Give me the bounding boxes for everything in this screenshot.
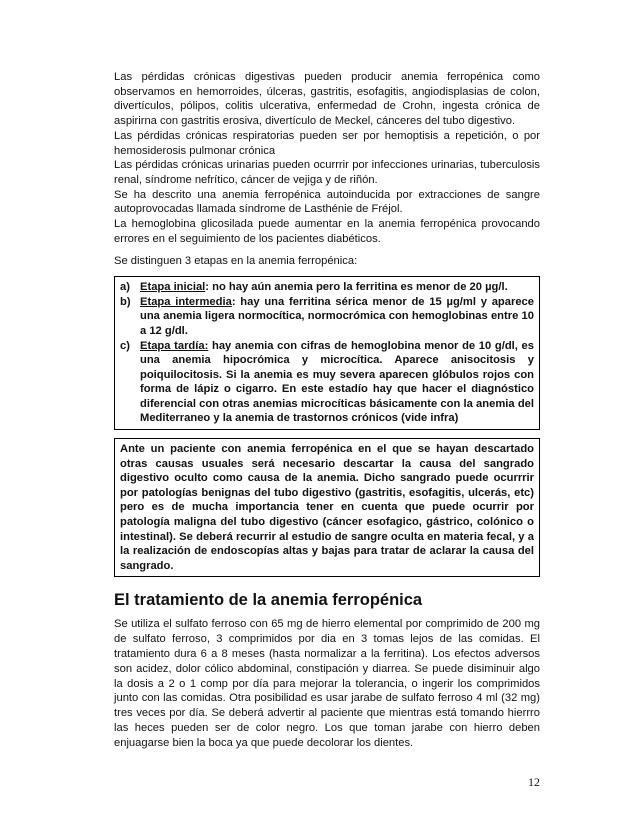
stage-text: : no hay aún anemia pero la ferritina es menor de 20 µg/l. (205, 281, 508, 294)
stage-term: Etapa intermedia (140, 295, 232, 308)
occult-bleeding-box (114, 438, 540, 577)
stages-list (120, 280, 534, 426)
stage-item-initial (120, 280, 534, 295)
stage-text: hay anemia con cifras de hemoglobina menor de 10 g/dl, es una anemia hipocrómica y microcítica. Aparece anisocitosis y poiquilocitosis. Si la anemia es muy severa aparecen glóbulos rojos con forma de lápiz o cigarro. En este estadío hay que hacer el diagnóstico diferencial con otras anemias microcíticas básicamente con la anemia del Mediterraneo y la anemia de trastornos crónicos (vide infra) (140, 339, 535, 425)
stage-term: Etapa inicial (140, 281, 206, 294)
stages-intro: Se distinguen 3 etapas en la anemia ferropénica: (114, 255, 358, 268)
stage-item-intermediate (120, 295, 534, 339)
stage-letter: c) (120, 339, 130, 352)
stage-text: : hay una ferritina sérica menor de 15 µg/ml y aparece una anemia ligera normocítica, normocrómica con hemoglobinas entre 10 a 12 g/dl. (140, 295, 534, 337)
stages-box (114, 276, 540, 430)
intro-paragraph-glycosylated: La hemoglobina glicosilada puede aumentar en la anemia ferropénica provocando errores en el seguimiento de los pacientes diabéticos. (114, 218, 540, 245)
stage-term: Etapa tardía: (140, 339, 209, 352)
occult-bleeding-text: Ante un paciente con anemia ferropénica en el que se hayan descartado otras causas usuales será necesario descartar la causa del sangrado digestivo oculto como causa de la anemia. Dicho sangrado puede ocurrrir por patologías benignas del tubo digestivo (gastritis, esofagitis, ulcerás, etc) pero es de mucha importancia tener en cuenta que puede ocurrir por patología maligna del tubo digestivo (cáncer esofagico, gástrico, colónico o intestinal). Se deberá recurrir al estudio de sangre oculta en materia fecal, y a la realización de endoscopías altas y bajas para tratar de aclarar la causa del sangrado. (120, 443, 534, 572)
intro-paragraph-urinary: Las pérdidas crónicas urinarias pueden ocurrrir por infecciones urinarias, tuberculosis renal, síndrome nefrítico, cáncer de vejiga y de riñón. (114, 159, 540, 186)
stage-item-late (120, 339, 534, 427)
stage-letter: a) (120, 281, 130, 294)
intro-paragraph-digestive: Las pérdidas crónicas digestivas pueden producir anemia ferropénica como observamos en hemorroides, úlceras, gastritis, esofagitis, angiodisplasias de colon, divertículos, pólipos, colitis ulcerativa, enfermedad de Crohn, ingesta crónica de aspirirna con gastritis erosiva, divertículo de Meckel, cánceres del tubo digestivo. (114, 71, 540, 128)
intro-paragraph-self-induced: Se ha descrito una anemia ferropénica autoinducida por extracciones de sangre autoprovocadas llamada síndrome de Lasthénie de Fréjol. (114, 188, 540, 216)
intro-paragraph-respiratory: Las pérdidas crónicas respiratorias pueden ser por hemoptisis a repetición, o por hemosiderosis pulmonar crónica (114, 129, 540, 157)
page-number: 12 (528, 775, 540, 789)
document-page (114, 70, 540, 751)
section-title: El tratamiento de la anemia ferropénica (114, 591, 423, 610)
stage-letter: b) (120, 295, 131, 308)
treatment-paragraph: Se utiliza el sulfato ferroso con 65 mg de hierro elemental por comprimido de 200 mg de sulfato ferroso, 3 comprimidos por dia en 3 tomas lejos de las comidas. El tratamiento dura 6 a 8 meses (hasta normalizar a la ferritina). Los efectos adversos son acidez, dolor cólico abdominal, constipación y diarrea. Se puede disiminuir algo la dosis a 2 o 1 comp por día para mejorar la tolerancia, o ingerir los comprimidos junto con las comidas. Otra posibilidad es usar jarabe de sulfato ferroso 4 ml (32 mg) tres veces por día. Se deberá advertir al paciente que mientras está tomando hierrro las heces pueden ser de color negro. Los que toman jarabe con hierro deben enjuagarse bien la boca ya que puede decolorar los dientes. (114, 618, 540, 749)
